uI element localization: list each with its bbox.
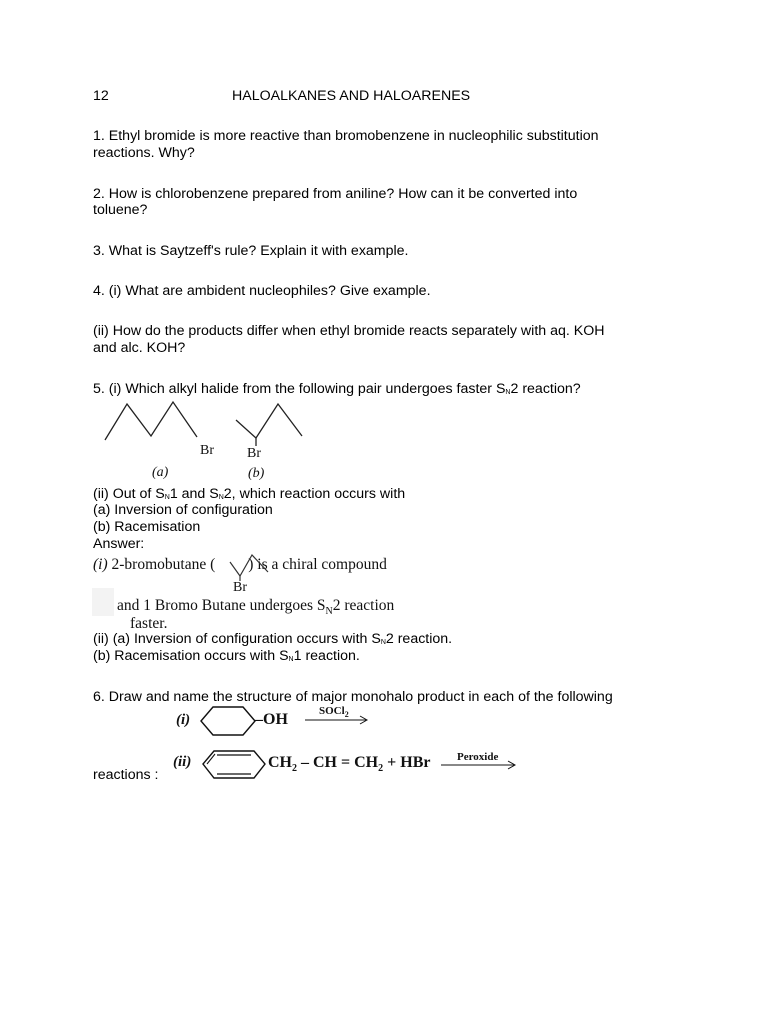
allylbenzene-formula: $CH_2$ – CH = $CH_2$ + HBr	[268, 754, 431, 775]
page-number: 12	[93, 88, 109, 104]
question-1-line-2: reactions. Why?	[93, 145, 195, 161]
question-2-line-1: 2. How is chlorobenzene prepared from aniline? How can it be converted into	[93, 186, 578, 202]
chapter-title: HALOALKANES AND HALOARENES	[232, 88, 471, 104]
reaction-i-label: (i)	[176, 712, 191, 728]
question-1-line-1: 1. Ethyl bromide is more reactive than bromobenzene in nucleophilic substitution	[93, 128, 599, 144]
answer-br-label: Br	[233, 580, 247, 595]
structure-a-br-label: Br	[200, 443, 214, 458]
question-3: 3. What is Saytzeff's rule? Explain it with example.	[93, 243, 409, 259]
option-a: (a) Inversion of configuration	[93, 502, 273, 518]
question-4-part-ii-line-2: and alc. KOH?	[93, 340, 186, 356]
structure-b-caption: (b)	[248, 466, 265, 481]
answer-i-line-1: (i) 2-bromobutane ( ) is a chiral compound	[93, 556, 387, 573]
reagent-peroxide: Peroxide	[457, 751, 499, 763]
question-2-line-2: toluene?	[93, 202, 148, 218]
answer-ii-b: (b) Racemisation occurs with $S_N1$ reaction.	[93, 648, 360, 664]
answer-label: Answer:	[93, 536, 145, 552]
answer-i-line-2: and 1 Bromo Butane undergoes $S_N2$ reaction	[117, 597, 395, 618]
structure-b-br-label: Br	[247, 446, 261, 461]
question-6-line-2: reactions :	[93, 767, 159, 783]
question-4-part-ii-line-1: (ii) How do the products differ when ethyl bromide reacts separately with aq. KOH	[93, 323, 605, 339]
option-b: (b) Racemisation	[93, 519, 201, 535]
answer-ii-a: (ii) (a) Inversion of configuration occurs with $S_N2$ reaction.	[93, 631, 453, 647]
structure-a-caption: (a)	[152, 465, 169, 480]
question-5-part-ii: (ii) Out of $S_N1$ and $S_N2$, which reaction occurs with	[93, 486, 406, 502]
hydroxyl-group: –OH	[255, 711, 288, 728]
question-4-part-i: 4. (i) What are ambident nucleophiles? Give example.	[93, 283, 431, 299]
answer-i-line-3: faster.	[130, 615, 168, 632]
question-5-part-i: 5. (i) Which alkyl halide from the following pair undergoes faster $S_N2$ reaction?	[93, 381, 581, 397]
reagent-socl2: SOCl$_2$	[319, 705, 349, 720]
reaction-ii-label: (ii)	[173, 754, 192, 770]
question-6-line-1: 6. Draw and name the structure of major monohalo product in each of the following	[93, 689, 613, 705]
